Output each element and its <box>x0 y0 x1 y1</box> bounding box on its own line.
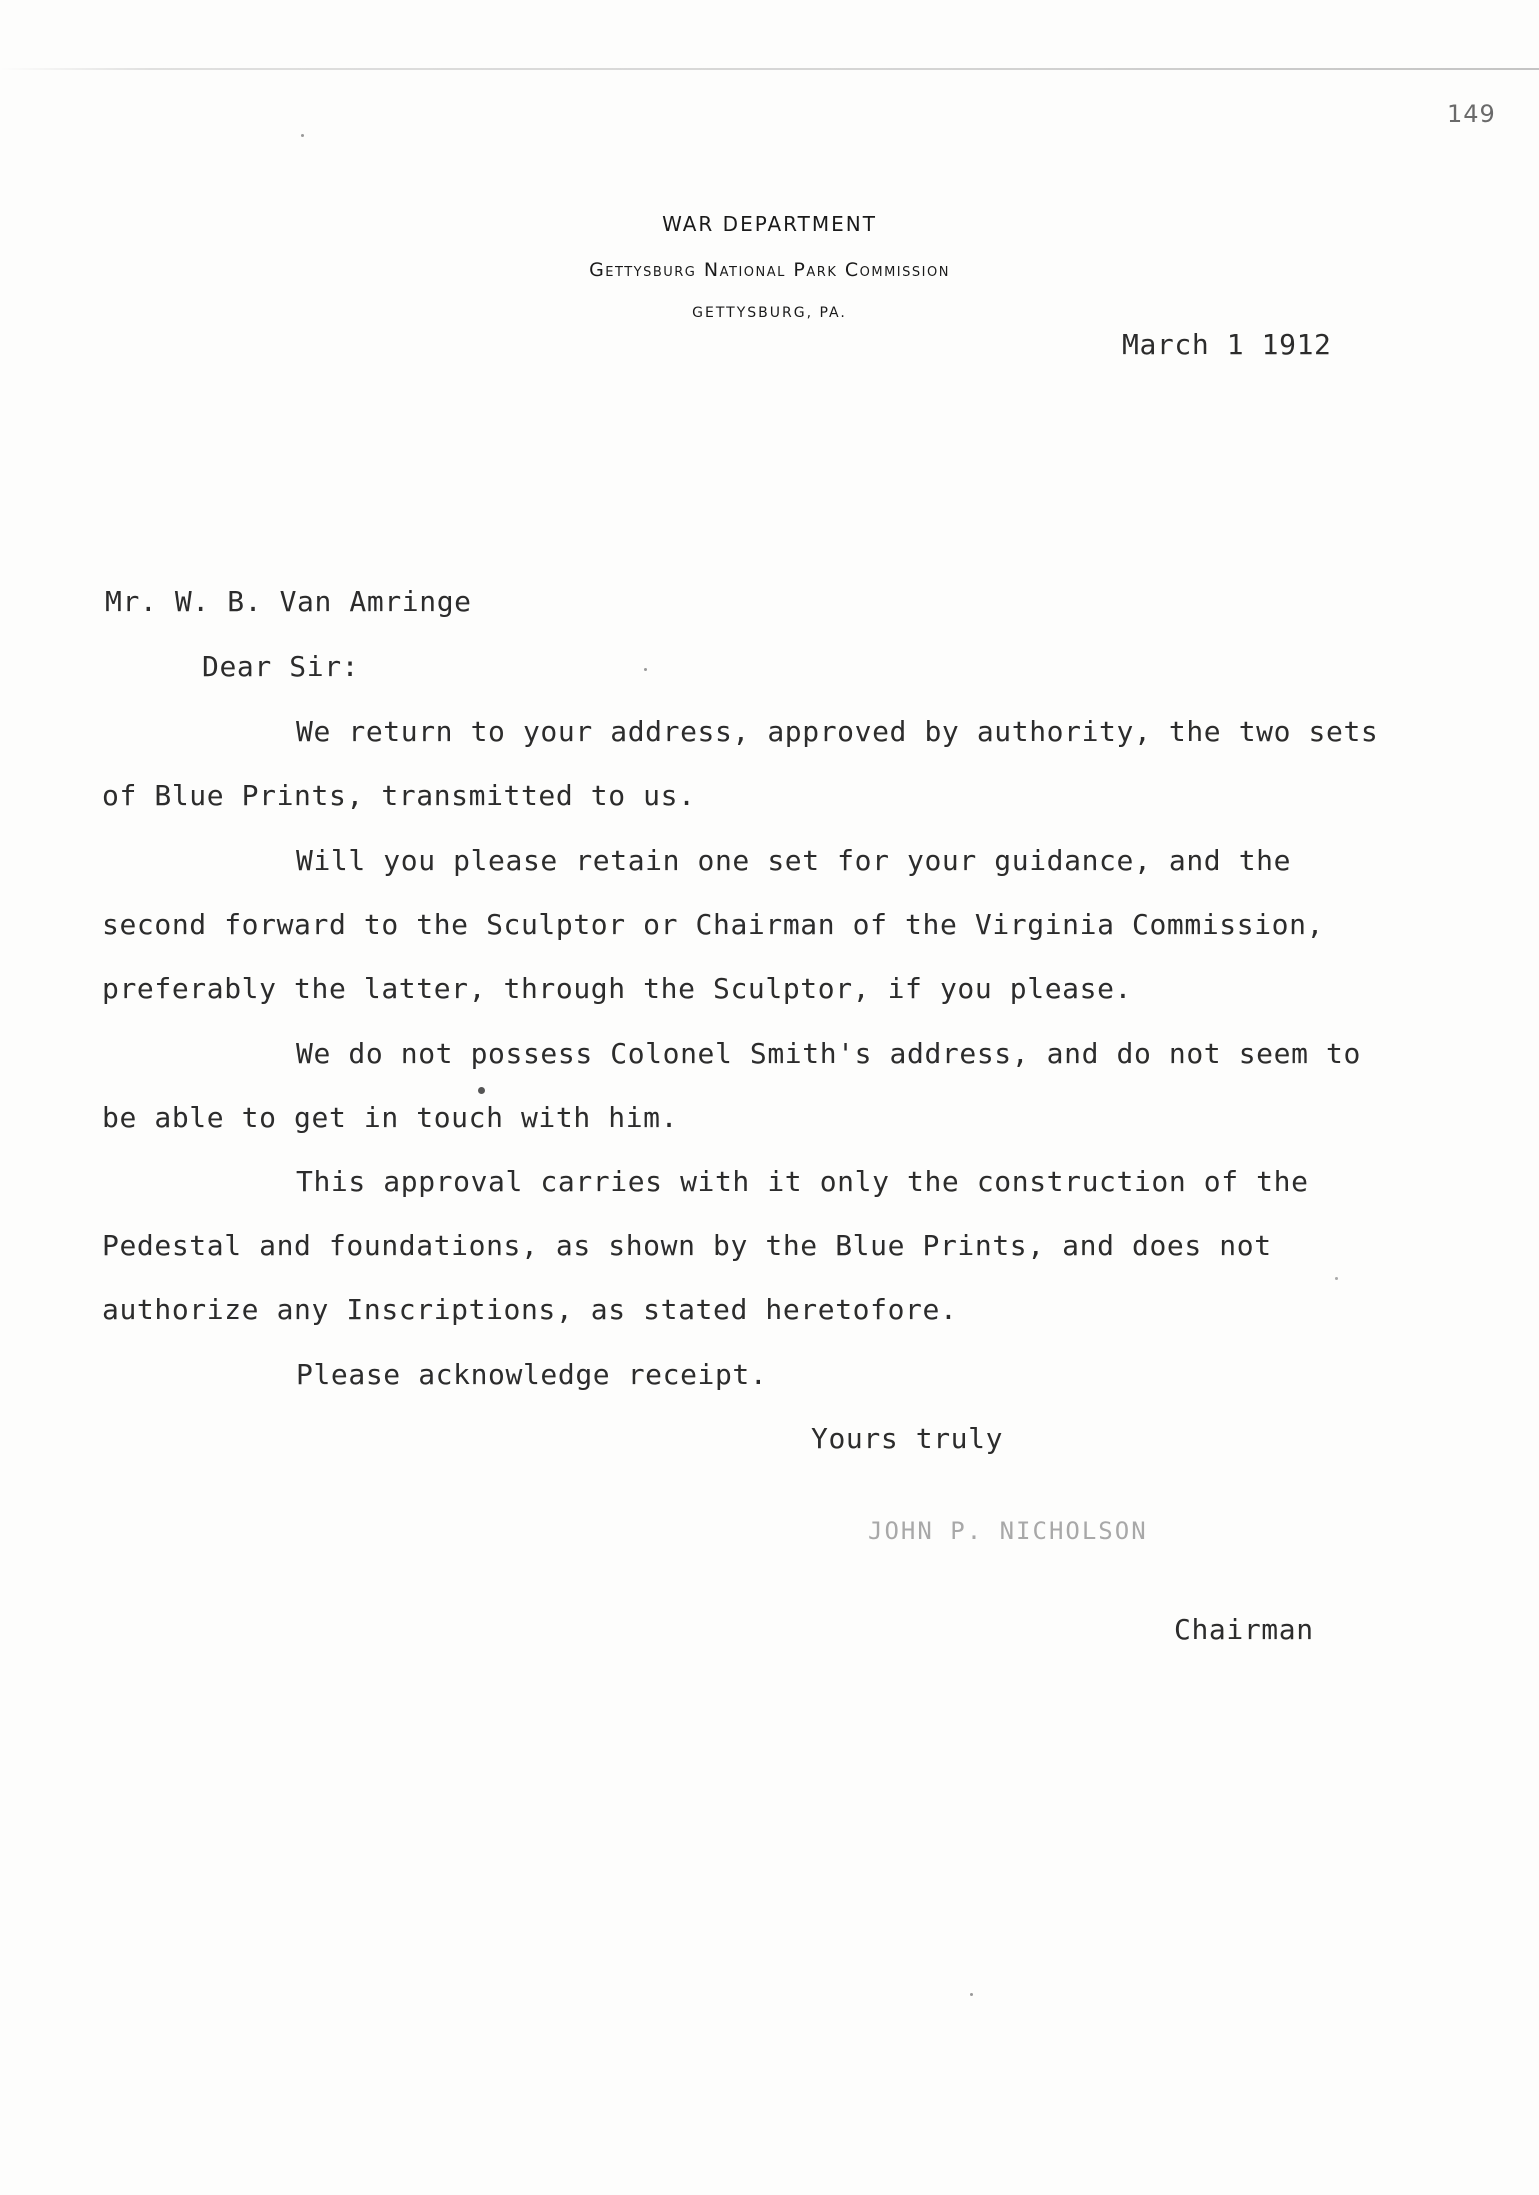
letterhead-location: GETTYSBURG, PA. <box>692 305 847 321</box>
ink-speck <box>644 668 647 671</box>
body-line: We return to your address, approved by authority, the two sets <box>296 715 1379 748</box>
body-line: Please acknowledge receipt. <box>296 1358 768 1391</box>
ink-speck <box>478 1087 485 1094</box>
body-line: We do not possess Colonel Smith's address, and do not seem to <box>296 1037 1361 1070</box>
body-line: This approval carries with it only the construction of the <box>296 1165 1309 1198</box>
ink-speck <box>301 134 304 137</box>
ink-speck <box>970 1993 973 1996</box>
scan-edge-line <box>0 68 1539 70</box>
signature-stamp: JOHN P. NICHOLSON <box>868 1517 1148 1545</box>
letterhead-department: WAR DEPARTMENT <box>662 212 877 236</box>
page-number: 149 <box>1447 100 1496 128</box>
body-line: second forward to the Sculptor or Chairman of the Virginia Commission, <box>102 908 1325 941</box>
body-line: of Blue Prints, transmitted to us. <box>102 779 696 812</box>
salutation: Dear Sir: <box>202 650 360 683</box>
recipient-name: Mr. W. B. Van Amringe <box>105 585 472 618</box>
signer-title: Chairman <box>1174 1613 1314 1646</box>
ink-speck <box>1335 1277 1338 1280</box>
body-line: preferably the latter, through the Sculptor, if you please. <box>102 972 1132 1005</box>
body-line: authorize any Inscriptions, as stated heretofore. <box>102 1293 958 1326</box>
body-line: be able to get in touch with him. <box>102 1101 679 1134</box>
letter-date: March 1 1912 <box>1122 328 1332 361</box>
letterhead-commission: Gettysburg National Park Commission <box>589 259 950 281</box>
body-line: Will you please retain one set for your guidance, and the <box>296 844 1292 877</box>
complimentary-closing: Yours truly <box>811 1422 1004 1455</box>
body-line: Pedestal and foundations, as shown by the Blue Prints, and does not <box>102 1229 1272 1262</box>
